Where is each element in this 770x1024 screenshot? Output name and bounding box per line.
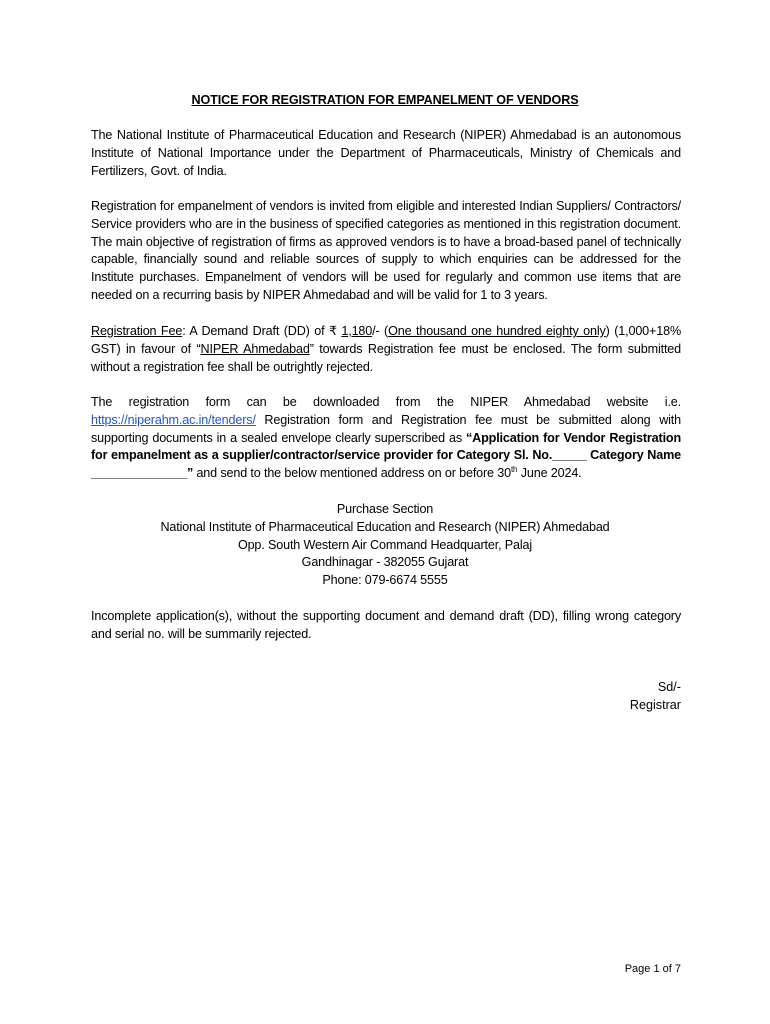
- fee-text-a: : A Demand Draft (DD) of ₹: [182, 324, 342, 338]
- date-superscript: th: [510, 465, 518, 475]
- intro-paragraph: The National Institute of Pharmaceutical Education and Research (NIPER) Ahmedabad is an autonomous Institute of National Importance under the Department of Pharmaceuticals, Ministry of Chemicals and Fertilizers, Govt. of India.: [91, 128, 681, 178]
- signature-block: [630, 679, 681, 715]
- fee-text-b: /- (: [372, 324, 389, 338]
- address-institute: National Institute of Pharmaceutical Education and Research (NIPER) Ahmedabad: [160, 519, 610, 534]
- signature-sd: Sd/-: [657, 680, 681, 694]
- fee-label: Registration Fee: [91, 324, 183, 338]
- envelope-superscription: “Application for Vendor Registration for empanelment as a supplier/contractor/service provider for Category Sl. No._____ Category Name ______________”: [91, 430, 681, 481]
- tenders-link[interactable]: https://niperahm.ac.in/tenders/: [91, 412, 256, 427]
- address-phone: Phone: 079-6674 5555: [322, 573, 448, 588]
- address-section: Purchase Section: [336, 502, 434, 516]
- fee-payee: NIPER Ahmedabad: [200, 341, 310, 356]
- fee-text-c: ) (1,000+18% GST) in favour of “: [91, 324, 681, 356]
- address-line-1: Opp. South Western Air Command Headquarter, Palaj: [237, 537, 533, 552]
- signature-designation: Registrar: [629, 697, 681, 712]
- fee-amount-words: One thousand one hundred eighty only: [388, 324, 606, 338]
- registration-fee-paragraph: [91, 323, 681, 376]
- download-paragraph: [91, 394, 681, 483]
- fee-text-d: ” towards Registration fee must be enclosed. The form submitted without a registration fee shall be outrightly rejected.: [91, 341, 681, 374]
- objective-paragraph: Registration for empanelment of vendors is invited from eligible and interested Indian Suppliers/ Contractors/ Service providers who are in the business of specified categories as mentioned in this registration document. The main objective of registration of firms as approved vendors is to have a broad-based panel of technically capable, financially sound and reliable sources of supply to which enquiries can be addressed for the Institute purchases. Empanelment of vendors will be used for regularly and common use items that are needed on a recurring basis by NIPER Ahmedabad and will be valid for 1 to 3 years.: [91, 199, 681, 302]
- download-text-a: The registration form can be downloaded from the NIPER Ahmedabad website i.e.: [91, 395, 681, 409]
- download-text-c: and send to the below mentioned address on or before 30: [193, 466, 511, 481]
- address-line-2: Gandhinagar - 382055 Gujarat: [301, 555, 469, 570]
- download-text-d: June 2024.: [517, 466, 582, 481]
- fee-amount: 1,180: [341, 324, 373, 338]
- purchase-address-block: [0, 501, 770, 590]
- incomplete-paragraph: Incomplete application(s), without the supporting document and demand draft (DD), filling wrong category and serial no. will be summarily rejected.: [91, 609, 681, 641]
- download-text-b: Registration form and Registration fee must be submitted along with supporting documents in a sealed envelope clearly superscribed as: [91, 412, 681, 445]
- notice-title: NOTICE FOR REGISTRATION FOR EMPANELMENT OF VENDORS: [191, 93, 579, 107]
- page-number: Page 1 of 7: [624, 963, 681, 975]
